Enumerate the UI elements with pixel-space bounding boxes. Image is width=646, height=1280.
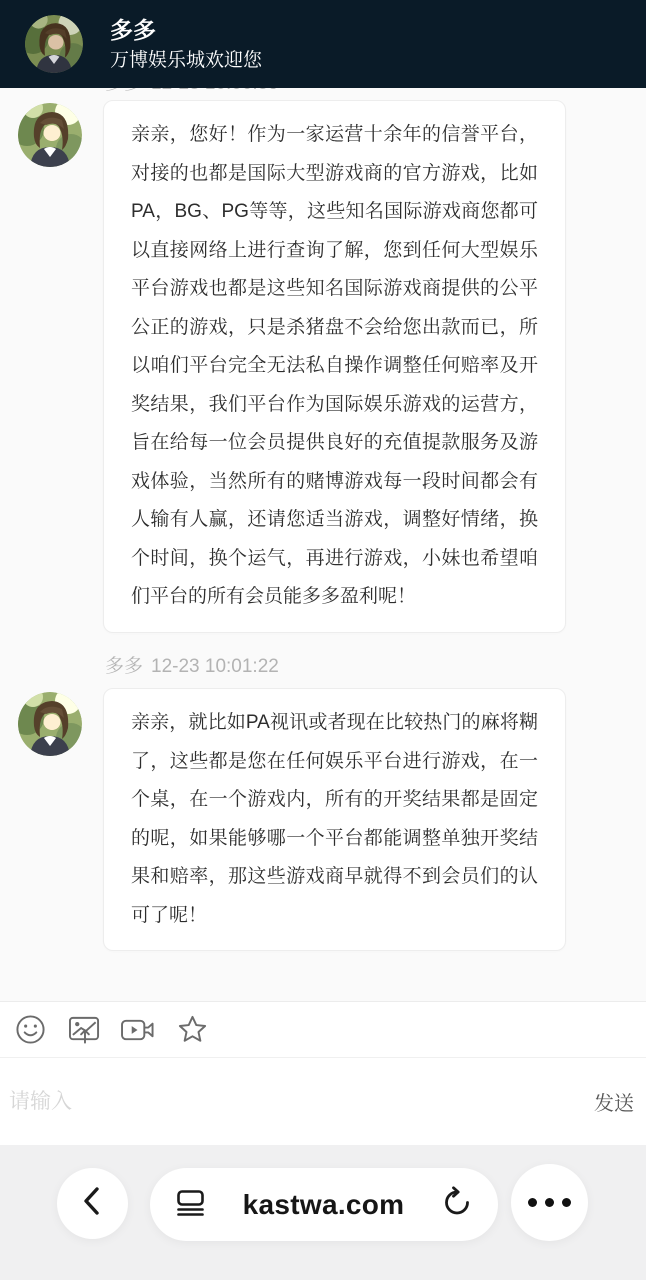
chat-header — [0, 0, 646, 88]
avatar — [18, 103, 82, 167]
more-button[interactable] — [511, 1164, 588, 1241]
site-info-icon[interactable] — [174, 1186, 207, 1224]
header-texts — [110, 16, 262, 73]
video-button[interactable] — [122, 1013, 155, 1046]
address-bar[interactable] — [150, 1168, 498, 1241]
message-bubble: 亲亲，就比如PA视讯或者现在比较热门的麻将糊了，这些都是您在任何娱乐平台进行游戏，在一个桌，在一个游戏内，所有的开奖结果都是固定的呢，如果能够哪一个平台都能调整单独开奖结果和赔率，那这些游戏商早就得不到会员们的认可了呢！ — [103, 688, 566, 951]
more-dots-icon — [528, 1198, 537, 1207]
message-bubble: 亲亲，您好！作为一家运营十余年的信誉平台，对接的也都是国际大型游戏商的官方游戏，比如PA，BG、PG等等，这些知名国际游戏商您都可以直接网络上进行查询了解，您到任何大型娱乐平台游戏也都是这些知名国际游戏商提供的公平公正的游戏，只是杀猪盘不会给您出款而已，所以咱们平台完全无法私自操作调整任何赔率及开奖结果，我们平台作为国际娱乐游戏的运营方，旨在给每一位会员提供良好的充值提款服务及游戏体验，当然所有的赌博游戏每一段时间都会有人输有人赢，还请您适当游戏，调整好情绪，换个时间，换个运气，再进行游戏，小妹也希望咱们平台的所有会员能多多盈利呢！ — [103, 100, 566, 633]
video-icon — [120, 1014, 157, 1045]
browser-navbar — [0, 1145, 646, 1280]
reload-icon[interactable] — [440, 1185, 474, 1224]
avatar — [18, 692, 82, 756]
more-dots-icon — [562, 1198, 571, 1207]
more-dots-icon — [545, 1198, 554, 1207]
agent-name: 多多 — [110, 16, 156, 43]
composer-toolbar — [0, 1001, 646, 1056]
star-icon — [177, 1014, 208, 1045]
message-input[interactable] — [0, 1090, 594, 1114]
image-upload-button[interactable] — [68, 1013, 101, 1046]
welcome-text: 万博娱乐城欢迎您 — [110, 49, 263, 71]
favorite-button[interactable] — [176, 1013, 209, 1046]
message-sender: 多多 — [105, 656, 144, 677]
url-text[interactable]: kastwa.com — [242, 1188, 405, 1220]
message-time: 12-23 10:01:22 — [151, 656, 279, 677]
send-button[interactable]: 发送 — [594, 1093, 634, 1115]
agent-avatar — [25, 15, 83, 73]
image-upload-icon — [68, 1014, 101, 1045]
back-button[interactable] — [57, 1168, 128, 1239]
emoji-icon — [15, 1014, 46, 1045]
chevron-left-icon — [76, 1184, 110, 1223]
message-composer — [0, 1057, 646, 1145]
message-meta — [105, 655, 283, 679]
emoji-button[interactable] — [14, 1013, 47, 1046]
